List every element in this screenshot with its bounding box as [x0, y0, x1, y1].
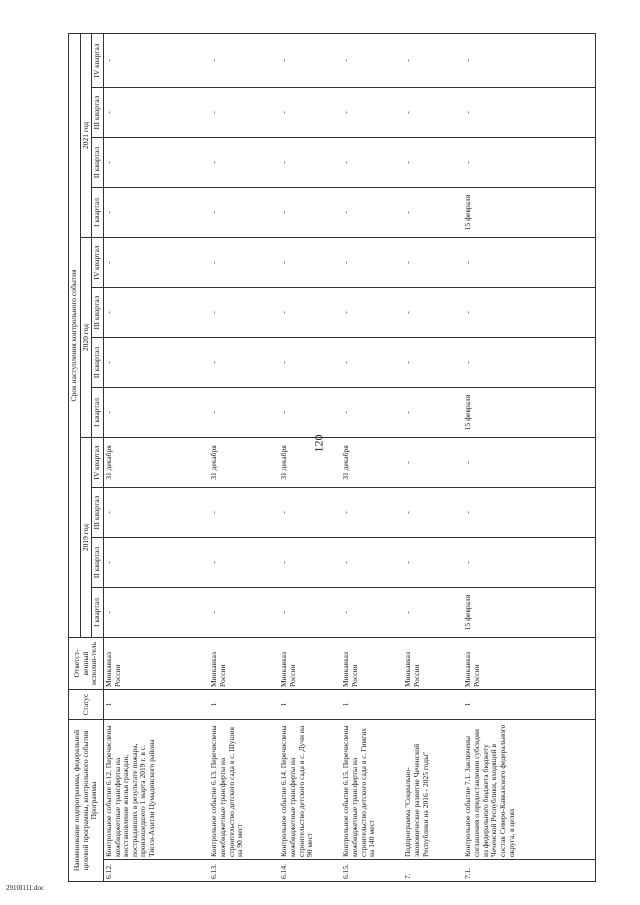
quarter-cell: 15 февраля — [463, 588, 595, 638]
quarter-cell: - — [209, 288, 279, 338]
row-status: 1 — [209, 690, 279, 720]
quarter-cell: - — [279, 388, 341, 438]
quarter-cell: - — [209, 588, 279, 638]
quarter-cell: - — [403, 488, 463, 538]
quarter-cell: - — [403, 88, 463, 138]
quarter-cell: - — [463, 538, 595, 588]
quarter-cell: - — [103, 288, 209, 338]
quarter-cell: 15 февраля — [463, 188, 595, 238]
quarter-cell: - — [463, 288, 595, 338]
header-quarter: IV квартал — [92, 438, 104, 488]
quarter-cell: - — [103, 538, 209, 588]
quarter-cell: 15 февраля — [463, 388, 595, 438]
quarter-cell: - — [279, 33, 341, 87]
quarter-cell: - — [209, 538, 279, 588]
header-quarter: III квартал — [92, 288, 104, 338]
quarter-cell: - — [403, 288, 463, 338]
quarter-cell: - — [403, 438, 463, 488]
quarter-cell: 31 декабря — [341, 438, 403, 488]
quarter-cell: - — [341, 488, 403, 538]
header-quarter: II квартал — [92, 138, 104, 188]
page-number: 120 — [311, 434, 326, 453]
quarter-cell: 31 декабря — [103, 438, 209, 488]
row-number: 6.12. — [103, 860, 209, 882]
row-number: 6.14. — [279, 860, 341, 882]
quarter-cell: - — [103, 488, 209, 538]
quarter-cell: - — [463, 33, 595, 87]
quarter-cell: - — [341, 588, 403, 638]
quarter-cell: - — [103, 388, 209, 438]
quarter-cell: - — [463, 488, 595, 538]
row-number: 7. — [403, 860, 463, 882]
quarter-cell: - — [341, 188, 403, 238]
quarter-cell: - — [103, 238, 209, 288]
quarter-cell: - — [341, 338, 403, 388]
table-row — [279, 33, 341, 881]
quarter-cell: - — [209, 138, 279, 188]
table-row — [403, 33, 463, 881]
quarter-cell: - — [279, 538, 341, 588]
quarter-cell: - — [341, 88, 403, 138]
header-quarter: III квартал — [92, 88, 104, 138]
header-quarter: III квартал — [92, 488, 104, 538]
quarter-cell: - — [341, 238, 403, 288]
row-status: 1 — [279, 690, 341, 720]
row-name: Контрольное событие 6.14. Перечислены межбюджетные трансферты на строительство детского сада в с. Дучи на 90 мест — [279, 720, 341, 860]
quarter-cell: - — [403, 138, 463, 188]
quarter-cell: - — [209, 388, 279, 438]
quarter-cell: - — [209, 33, 279, 87]
header-year-2019: 2019 год — [80, 438, 92, 638]
quarter-cell: - — [279, 188, 341, 238]
row-number: 7.1. — [463, 860, 595, 882]
quarter-cell: - — [209, 238, 279, 288]
row-executor: Минкавказ России — [103, 638, 209, 690]
header-term: Срок наступления контрольного события — [69, 33, 81, 637]
header-quarter: I квартал — [92, 588, 104, 638]
quarter-cell: - — [279, 238, 341, 288]
header-name: Наименование подпрограммы, федеральной целевой программы, контрольного события Программы — [69, 720, 104, 882]
quarter-cell: - — [403, 388, 463, 438]
quarter-cell: - — [279, 88, 341, 138]
header-executor: Ответст-венный исполни-тель — [69, 638, 104, 690]
rotated-table-wrapper — [68, 34, 620, 882]
row-status: 1 — [103, 690, 209, 720]
footer-filename: 2910I111.doc — [6, 884, 45, 892]
quarter-cell: - — [279, 338, 341, 388]
quarter-cell: - — [209, 188, 279, 238]
header-quarter: I квартал — [92, 188, 104, 238]
header-quarter: IV квартал — [92, 33, 104, 87]
row-number: 6.13. — [209, 860, 279, 882]
quarter-cell: - — [341, 538, 403, 588]
table-row — [341, 33, 403, 881]
quarter-cell: - — [341, 288, 403, 338]
row-executor: Минкавказ России — [341, 638, 403, 690]
quarter-cell: - — [279, 138, 341, 188]
header-quarter: II квартал — [92, 338, 104, 388]
quarter-cell: - — [103, 138, 209, 188]
quarter-cell: - — [463, 138, 595, 188]
quarter-cell: 31 декабря — [279, 438, 341, 488]
row-executor: Минкавказ России — [279, 638, 341, 690]
row-executor: Минкавказ России — [209, 638, 279, 690]
row-status: 1 — [463, 690, 595, 720]
quarter-cell: - — [103, 33, 209, 87]
row-number: 6.15. — [341, 860, 403, 882]
row-status — [403, 690, 463, 720]
header-quarter: IV квартал — [92, 238, 104, 288]
quarter-cell: - — [403, 538, 463, 588]
row-name: Контрольное событие 6.13. Перечислены межбюджетные трансферты на строительство детского сада в с. Шушия на 90 мест — [209, 720, 279, 860]
quarter-cell: - — [279, 588, 341, 638]
row-executor: Минкавказ России — [403, 638, 463, 690]
row-name: Контрольное событие 6.12. Перечислены межбюджетные трансферты на восстановление жилья граждан, пострадавших в результате пожара, произошедшего 1 марта 2019 г. в с. Тисси-Ахитли Цумадинского района — [103, 720, 209, 860]
quarter-cell: - — [463, 238, 595, 288]
row-name: Контрольное событие 6.15. Перечислены межбюджетные трансферты на строительство детского сада в с. Гимгих на 140 мест — [341, 720, 403, 860]
quarter-cell: - — [209, 488, 279, 538]
table-row — [209, 33, 279, 881]
quarter-cell: - — [279, 488, 341, 538]
quarter-cell: - — [103, 338, 209, 388]
row-name: Контрольное событие 7.1. Заключены соглашения о предоставлении субсидии из федерального бюджета бюджету Чеченской Республики, входящей в состав Северо-Кавказского федерального округа, в целях — [463, 720, 595, 860]
header-year-2020: 2020 год — [80, 238, 92, 438]
control-events-table — [68, 33, 596, 882]
quarter-cell: - — [403, 188, 463, 238]
quarter-cell: - — [279, 288, 341, 338]
quarter-cell: - — [463, 438, 595, 488]
quarter-cell: - — [209, 338, 279, 388]
quarter-cell: - — [403, 588, 463, 638]
quarter-cell: - — [341, 388, 403, 438]
row-status: 1 — [341, 690, 403, 720]
header-year-2021: 2021 год — [80, 33, 92, 237]
quarter-cell: - — [103, 588, 209, 638]
quarter-cell: - — [403, 238, 463, 288]
quarter-cell: - — [103, 88, 209, 138]
quarter-cell: 31 декабря — [209, 438, 279, 488]
quarter-cell: - — [463, 338, 595, 388]
quarter-cell: - — [403, 338, 463, 388]
header-status: Статус — [69, 690, 104, 720]
row-executor: Минкавказ России — [463, 638, 595, 690]
quarter-cell: - — [209, 88, 279, 138]
quarter-cell: - — [463, 88, 595, 138]
quarter-cell: - — [341, 33, 403, 87]
table-row — [463, 33, 595, 881]
header-quarter: II квартал — [92, 538, 104, 588]
row-name: Подпрограмма "Социально-экономическое развитие Чеченской Республики на 2016 - 2025 годы" — [403, 720, 463, 860]
table-row — [103, 33, 209, 881]
quarter-cell: - — [103, 188, 209, 238]
quarter-cell: - — [403, 33, 463, 87]
header-quarter: I квартал — [92, 388, 104, 438]
quarter-cell: - — [341, 138, 403, 188]
